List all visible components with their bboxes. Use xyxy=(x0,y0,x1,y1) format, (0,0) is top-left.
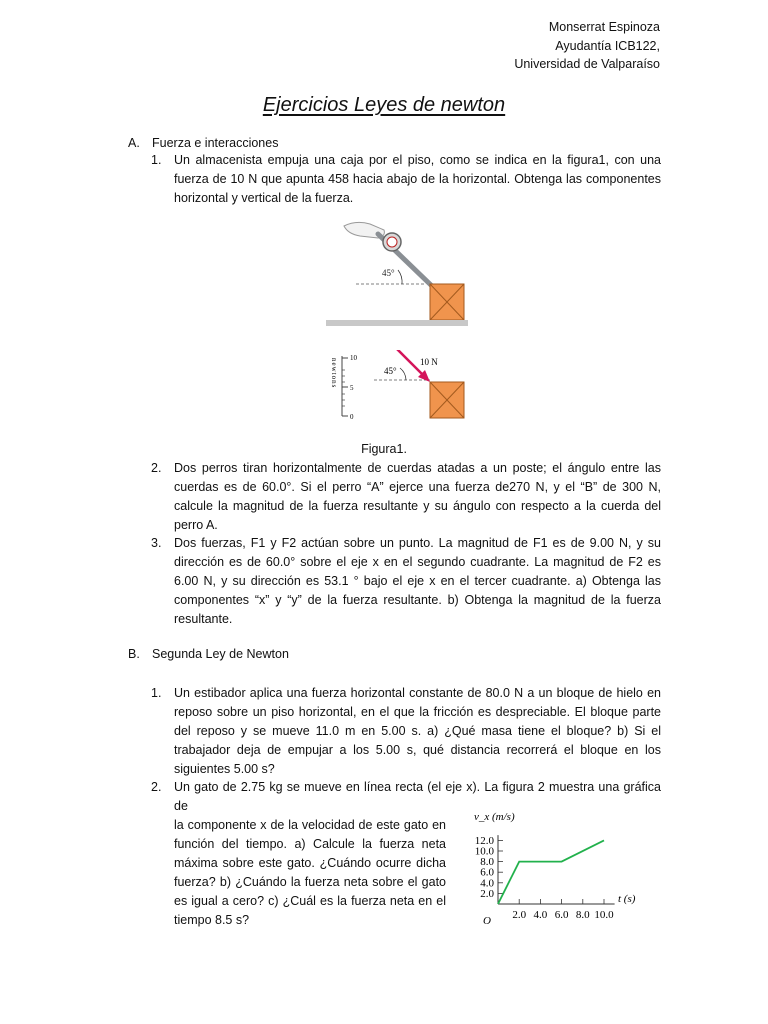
chart-series-line xyxy=(498,840,604,904)
floor xyxy=(326,320,468,326)
chart-y-tick-label: 6.0 xyxy=(480,866,494,879)
scale-tick-10: 10 xyxy=(350,354,357,362)
chart-x-tick-label: 4.0 xyxy=(533,909,548,921)
chart-xlabel: t (s) xyxy=(618,893,636,905)
university-name: Universidad de Valparaíso xyxy=(514,57,660,71)
chart-y-tick-label: 4.0 xyxy=(480,877,494,890)
chart-y-tick-label: 10.0 xyxy=(474,845,494,858)
chart-y-tick-label: 2.0 xyxy=(480,887,494,900)
scale-word: newtons xyxy=(330,358,338,389)
figure1-caption: Figura1. xyxy=(361,442,407,456)
chart-origin-label: O xyxy=(483,915,491,927)
chart-x-tick-label: 8.0 xyxy=(575,909,590,921)
angle-label: 45° xyxy=(382,268,395,278)
section-b-item-1: 1. Un estibador aplica una fuerza horizontal constante de 80.0 N a un bloque de hielo en reposo sobre un piso horizontal, en el que la fricción es despreciable. El bloque parte del reposo y se mueve 11.0 m en 5.00 s. a) ¿Qué masa tiene el bloque? b) Si el trabajador deja de empujar a los 5.00 s, qué distancia recorrerá el bloque en los siguientes 5.00 s? xyxy=(151,686,661,776)
section-b-item-2: 2. Un gato de 2.75 kg se mueve en línea recta (el eje x). La figura 2 muestra una gráfica de la componente x de la velocidad de este gato en función del tiempo. a) Calcule la fuerza neta máxima sobre este gato. ¿Cuándo ocurre dicha fuerza? b) ¿Cuándo la fuerza neta sobre el gato es igual a cero? c) ¿Cuál es la fuerza neta en el tiempo 8.5 s? xyxy=(151,780,661,927)
author-name: Monserrat Espinoza xyxy=(548,20,660,34)
chart-y-tick-label: 8.0 xyxy=(480,856,494,869)
page-title: Ejercicios Leyes de newton xyxy=(262,94,506,116)
chart-x-tick-label: 10.0 xyxy=(594,909,614,921)
chart-ylabel: v_x (m/s) xyxy=(474,811,515,823)
force-angle-label: 45° xyxy=(384,366,397,376)
chart-x-tick-label: 6.0 xyxy=(554,909,569,921)
scale-tick-0: 0 xyxy=(350,413,354,421)
document-header xyxy=(514,18,660,74)
figure1-force-diagram xyxy=(326,350,468,422)
scale-tick-5: 5 xyxy=(350,384,354,392)
chart-x-tick-label: 2.0 xyxy=(512,909,527,921)
force-label: 10 N xyxy=(420,357,438,367)
figure2-velocity-chart xyxy=(452,808,652,932)
section-a-item-3: 3. Dos fuerzas, F1 y F2 actúan sobre un punto. La magnitud de F1 es de 9.00 N, y su dirección es de 60.0° sobre el eje x en el segundo cuadrante. La magnitud de F2 es 6.00 N, y su dirección es 53.1 ° bajo el eje x en el tercer cuadrante. a) Obtenga las componentes “x” y “y” de la fuerza resultante. b) Obtenga la magnitud de la fuerza resultante. xyxy=(151,536,661,626)
chart-y-tick-label: 12.0 xyxy=(474,834,494,847)
section-a-item-1: 1. Un almacenista empuja una caja por el piso, como se indica en la figura1, con una fuerza de 10 N que apunta 458 hacia abajo de la horizontal. Obtenga las componentes horizontal y vertical de la fuerza. xyxy=(151,153,661,205)
section-a-item-2: 2. Dos perros tiran horizontalmente de cuerdas atadas a un poste; el ángulo entre las cuerdas es de 60.0°. Si el perro “A” ejerce una fuerza de270 N, y el “B” de 300 N, calcule la magnitud de la fuerza resultante y su ángulo con respecto a la cuerda del perro A. xyxy=(151,461,661,532)
figure1-push-illustration xyxy=(326,218,468,330)
course-name: Ayudantía ICB122, xyxy=(555,38,660,53)
